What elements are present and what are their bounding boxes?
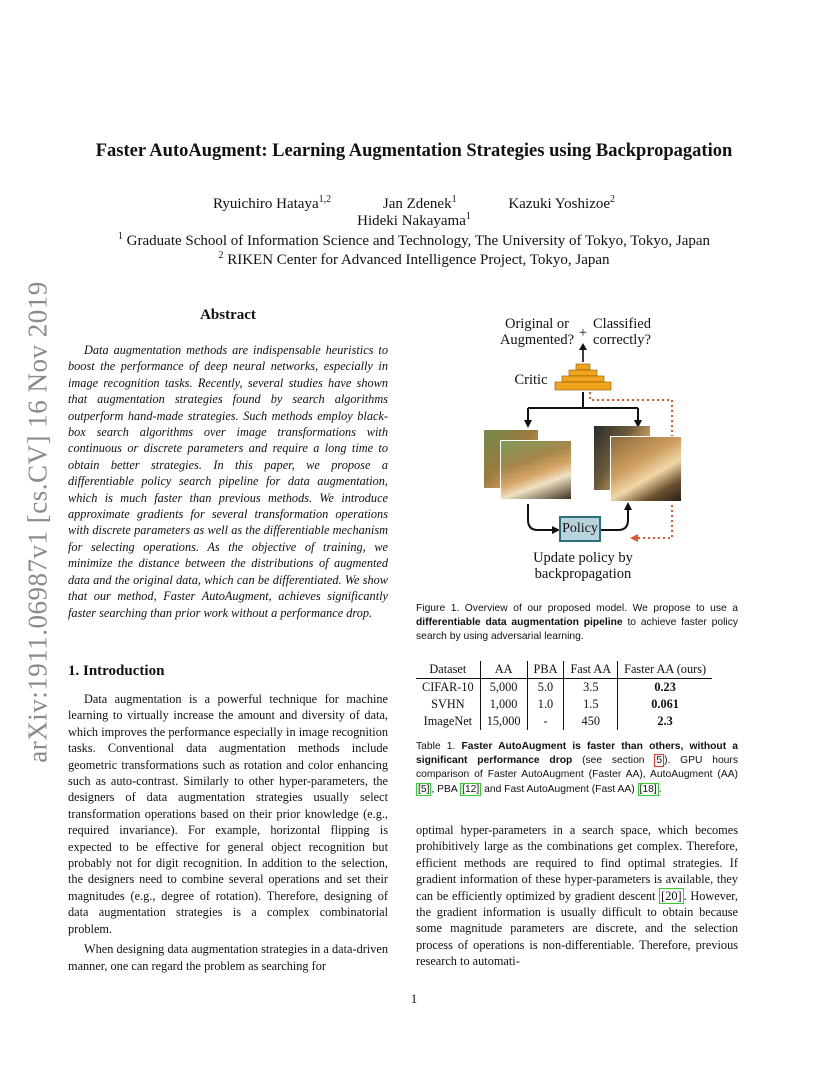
label-update-1: Update policy by	[533, 550, 633, 566]
authors-row	[0, 196, 828, 213]
introduction-heading: 1. Introduction	[68, 663, 165, 679]
arrow-up-head	[579, 343, 587, 350]
table-caption: Table 1. Faster AutoAugment is faster than others, without a significant performance drop (see section 5 ). GPU hours comparison of Faster AutoAugment (Faster AA), AutoAugment (AA) [5] , PBA [12] and Fast AutoAugment (Fast AA) [18] .	[416, 741, 738, 795]
citation-link-pba[interactable]: [12]	[462, 783, 480, 795]
arrow-to-policy	[528, 504, 552, 530]
table-cell: 1.5	[564, 696, 618, 713]
arxiv-identifier: arXiv:1911.06987v1 [cs.CV] 16 Nov 2019	[22, 281, 53, 763]
affiliation-1: $^1$ Graduate School of Information Science and Technology, The University of Tokyo, Tokyo, Japan	[117, 231, 711, 249]
table-header-cell: AA	[480, 661, 527, 679]
table-cell: -	[527, 713, 564, 730]
arrow-to-policy-head	[552, 526, 560, 534]
table-cell: 1.0	[527, 696, 564, 713]
table-cell: 2.3	[618, 713, 712, 730]
table-cell: 5,000	[480, 679, 527, 697]
critic-layer-3	[562, 376, 604, 382]
branch-left-head	[524, 420, 532, 428]
table-cell: 0.23	[618, 679, 712, 697]
arrow-from-policy	[600, 508, 628, 530]
table-header-cell: Faster AA (ours)	[618, 661, 712, 679]
critic-layer-4	[555, 382, 611, 390]
citation-link-20[interactable]: [20]	[661, 888, 682, 903]
paper-title: Faster AutoAugment: Learning Augmentation Strategies using Backpropagation	[95, 141, 733, 161]
affiliation-2: $^2$ RIKEN Center for Advanced Intelligence Project, Tokyo, Japan	[218, 250, 610, 268]
right-paragraph: optimal hyper-parameters in a search space, which becomes prohibitively large as the combinations get complex. Therefore, efficient methods are required to find optimal strategies. If gradient information of these hyper-parameters is available, they can be efficiently optimized by gradient descent [20] . However, the gradient information is usually difficult to obtain because some magnitude parameters are discrete, and the selection process of operations is non-differentiable. Therefore, previous research to automati-	[416, 823, 738, 969]
table-row	[416, 713, 712, 730]
abstract-text: Data augmentation methods are indispensable heuristics to boost the performance of deep neural networks, especially in image recognition tasks. Recently, several studies have shown that augmentation strategies found by search algorithms outperform hand-made strategies. Such methods employ black-box search algorithms over image transformations with continuous or discrete parameters and require a long time to obtain better strategies. In this paper, we propose a differentiable policy search pipeline for data augmentation, which is much faster than previous methods. We introduce approximate gradients for several transformation operations with discrete parameters as well as the differentiable mechanism for selecting operations. As the objective of training, we minimize the distance between the distributions of augmented data and the original data, which can be differentiated. We show that our method, Faster AutoAugment, achieves significantly faster searching than prior work without a performance drop.	[68, 343, 388, 620]
table-cell: 3.5	[564, 679, 618, 697]
table-row	[416, 679, 712, 697]
table-cell: 15,000	[480, 713, 527, 730]
label-classified: Classified	[593, 316, 651, 332]
feedback-arrow-head	[630, 534, 638, 542]
table-header-cell: PBA	[527, 661, 564, 679]
label-policy: Policy	[562, 521, 598, 536]
arxiv-sidebar	[16, 282, 60, 762]
author-nakayama: Hideki Nakayama$^1$	[357, 211, 471, 229]
table-row	[416, 696, 712, 713]
table-header-row	[416, 661, 712, 679]
critic-layer-2	[569, 370, 597, 376]
page-number: 1	[410, 991, 418, 1006]
table-cell: 1,000	[480, 696, 527, 713]
table-cell: 0.061	[618, 696, 712, 713]
photo-original-front	[500, 440, 572, 500]
results-table	[416, 661, 712, 730]
photo-augmented-front	[610, 436, 682, 502]
citation-link-fast-aa[interactable]: [18]	[639, 783, 657, 795]
table-cell: CIFAR-10	[422, 680, 474, 694]
table-header-cell: Fast AA	[564, 661, 618, 679]
table-cell: 450	[564, 713, 618, 730]
label-plus: +	[578, 325, 588, 341]
label-correctly: correctly?	[593, 332, 651, 348]
label-original: Original or	[504, 316, 570, 332]
introduction-body	[68, 691, 388, 978]
table-cell: 5.0	[527, 679, 564, 697]
author-yoshizoe: Kazuki Yoshizoe$^2$	[508, 194, 616, 212]
right-column-body	[416, 822, 738, 970]
abstract-heading: Abstract	[200, 307, 256, 323]
figure-overview	[478, 312, 698, 588]
critic-layer-1	[576, 364, 590, 370]
introduction-paragraph-1: Data augmentation is a powerful technique for machine learning to virtually increase the amount and diversity of data, which improves the performance especially in image recognition tasks. Conventional data augmentation methods include geometric transformations such as rotation and color enhancing such as auto-contrast. Similarly to other hyper-parameters, the designers of data augmentation strategies usually select transformation operations based on their prior knowledge (e.g., required invariance). For example, horizontal flipping is expected to be effective for general object recognition but probably not for digit recognition. In addition to the selection, the designers need to combine several operations and set their magnitudes (e.g., degree of rotation). Therefore, designing of data augmentation strategies is a complex combinatorial problem.	[68, 692, 388, 936]
section-reference-link[interactable]: 5	[656, 755, 663, 767]
label-update-2: backpropagation	[534, 566, 632, 582]
figure-caption: Figure 1. Overview of our proposed model. We propose to use a differentiable data augmentation pipeline to achieve faster policy search by using adversarial learning.	[416, 603, 738, 643]
label-critic: Critic	[514, 372, 548, 388]
citation-link-aa[interactable]: [5]	[418, 783, 430, 795]
table-cell: ImageNet	[423, 714, 473, 728]
arrow-from-policy-head	[624, 502, 632, 510]
table-header-cell: Dataset	[416, 661, 480, 679]
introduction-paragraph-2: When designing data augmentation strategies in a data-driven manner, one can regard the problem as searching for	[68, 942, 388, 973]
author-hataya: Ryuichiro Hataya$^{1,2}$	[212, 194, 332, 212]
label-augmented: Augmented?	[499, 332, 575, 348]
table-cell: SVHN	[431, 697, 465, 711]
author-zdenek: Jan Zdenek$^1$	[382, 194, 457, 212]
